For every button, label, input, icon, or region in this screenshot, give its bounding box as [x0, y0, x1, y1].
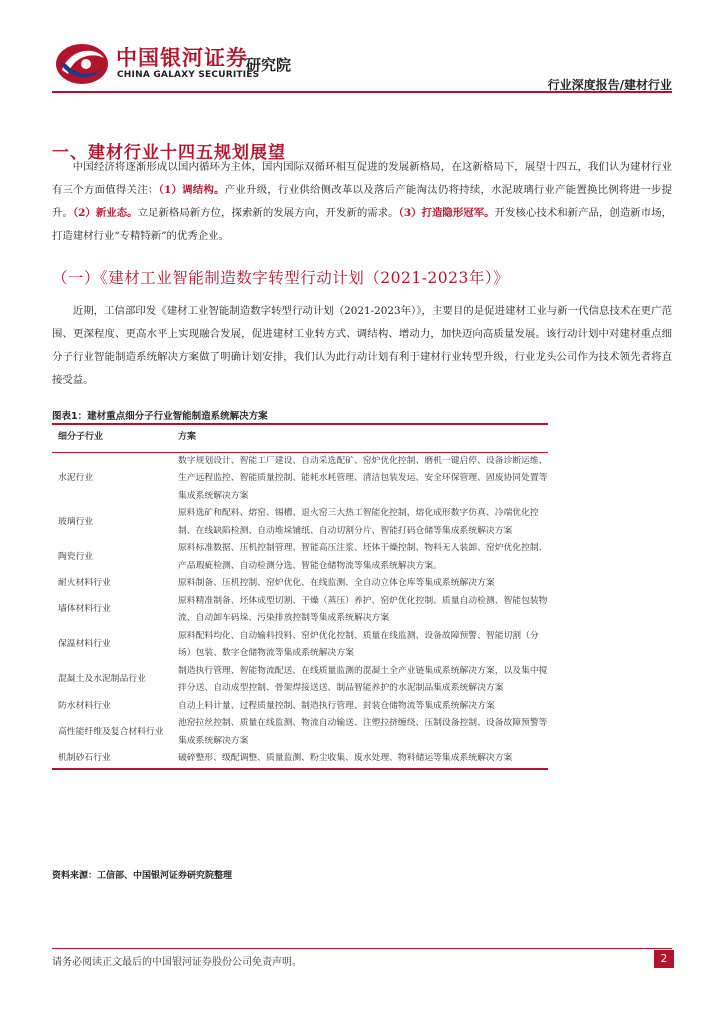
column-header-plan: 方案	[172, 424, 548, 452]
industry-cell: 玻璃行业	[58, 516, 94, 527]
column-header-industry: 细分子行业	[52, 424, 172, 452]
para-text: 中国经济将逐渐形成以国内循环为主体，国内国际双循环相互促进的发展新格局，在这新格局下，展望十四五，我们认为建材行业有三个方面值得关注：	[52, 161, 672, 196]
para-text: 立足新格局新方位，探索新的发展方向，开发新的需求。	[137, 207, 399, 219]
industry-cell: 保温材料行业	[58, 639, 111, 650]
para-text: 产业升级，行业供给侧改革以及落后产能淘汰仍将持续，水泥玻璃行业产能置换比例将进一步提升。	[52, 184, 673, 219]
section-intro-paragraph	[52, 156, 672, 248]
table-row	[52, 715, 548, 750]
industry-cell: 机制砂石行业	[52, 750, 172, 769]
highlight-2: （2）新业态。	[72, 207, 138, 219]
table-header-row	[52, 424, 548, 452]
industry-cell: 高性能纤维及复合材料行业	[58, 726, 164, 737]
brand-name-en: CHINA GALAXY SECURITIES	[117, 70, 260, 80]
industry-cell: 水泥行业	[58, 473, 94, 483]
table-row	[52, 452, 548, 505]
table-row	[52, 505, 548, 540]
industry-cell: 墙体材料行业	[58, 604, 111, 615]
galaxy-swirl-logo-icon	[52, 40, 112, 88]
plan-cell: 自动上料计量、过程质量控制、制造执行管理、封装仓储物流等集成系统解决方案	[178, 700, 495, 711]
table-row	[52, 698, 548, 716]
industry-cell: 防水材料行业	[58, 700, 111, 711]
industry-cell: 混凝土及水泥制品行业	[58, 674, 146, 685]
section-title: 一、建材行业十四五规划展望	[52, 143, 286, 163]
table-row	[52, 575, 548, 593]
table-source: 资料来源：工信部、中国银河证券研究院整理	[52, 871, 233, 881]
plan-cell: 原料制备、压机控制、窑炉优化、在线监测、全自动立体仓库等集成系统解决方案	[178, 578, 495, 588]
table-title: 图表1：建材重点细分子行业智能制造系统解决方案	[52, 411, 268, 422]
footer-disclaimer: 请务必阅读正文最后的中国银河证券股份公司免责声明。	[52, 957, 302, 968]
industry-cell: 陶瓷行业	[58, 551, 94, 562]
page-number: 2	[654, 950, 674, 968]
table-row	[52, 750, 548, 769]
header-divider	[52, 91, 672, 93]
para-text: 开发核心技术和新产品，创造新市场，打造建材行业“专精特新”的优秀企业。	[52, 207, 673, 242]
subsection-paragraph	[52, 300, 672, 392]
industry-cell: 耐火材料行业	[58, 578, 111, 588]
plan-cell: 原料精准制备、坯体成型切割、干燥（蒸压）养护、窑炉优化控制、质量自动检测、智能包装物流、自动卸车码垛、污染排放控制等集成系统解决方案	[178, 595, 548, 623]
table-row	[52, 540, 548, 575]
highlight-1: （1）调结构。	[158, 184, 225, 196]
footer-divider	[52, 948, 672, 949]
solutions-table	[52, 423, 548, 770]
highlight-3: （3）打造隐形冠军。	[398, 207, 495, 219]
subsection-title: （一）《建材工业智能制造数字转型行动计划（2021-2023年）》	[52, 269, 510, 287]
table-row	[52, 593, 548, 628]
brand-name-cn: 中国银河证券	[116, 46, 248, 70]
para-text: 近期，工信部印发《建材工业智能制造数字转型行动计划（2021-2023年）》，主要目的是促进建材工业与新一代信息技术在更广范围、更深程度、更高水平上实现融合发展，促进建材工业转方式、调结构、增动力，加快迈向高质量发展。该行动计划中对建材重点细分子行业智能制造系统解决方案做了明确计划安排，我们认为此行动计划有利于建材行业转型升级，行业龙头公司作为技术领先者将直接受益。	[52, 305, 672, 386]
plan-cell: 制造执行管理、智能物流配送、在线质量监测的混凝土全产业链集成系统解决方案，以及集中搅拌分送、自动成型控制、骨架焊接送送、制品智能养护的水泥制品集成系统解决方案	[178, 665, 548, 693]
table-row	[52, 628, 548, 663]
report-type: 行业深度报告/建材行业	[547, 78, 672, 92]
plan-cell: 原料配料均化、自动输料投料、窑炉优化控制、质量在线监测、设备故障预警、智能切割（分场）包装、数字仓储物流等集成系统解决方案	[178, 630, 539, 658]
plan-cell: 破碎整形、级配调整、质量监测、粉尘收集、废水处理、物料储运等集成系统解决方案	[172, 750, 548, 769]
plan-cell: 原料标准数据、压机控制管理、智能高压注浆、坯体干燥控制、物料无人装卸、窑炉优化控制、产品瑕疵检测、自动检测分选、智能仓储物流等集成系统解决方案。	[178, 543, 548, 571]
plan-cell: 池窑拉丝控制、质量在线监测、物流自动输送、注塑拉挤缠绕、压制设备控制、设备故障预警等集成系统解决方案	[178, 718, 548, 746]
institute-label: 研究院	[246, 56, 292, 74]
table-row	[52, 663, 548, 698]
plan-cell: 数字规划设计、智能工厂建设、自动采选配矿、窑炉优化控制、磨机一键启停、设备诊断运维、生产远程监控、智能质量控制、能耗水耗管理、清洁包装发运、安全环保管理、固废协同处置等集成系统解决方案	[178, 455, 548, 501]
plan-cell: 原料选矿和配料、熔窑、锡槽、退火窑三大热工智能化控制，熔化成形数字仿真、冷端优化控制、在线缺陷检测、自动堆垛铺纸、自动切割分片、智能打码仓储等集成系统解决方案	[178, 508, 539, 536]
